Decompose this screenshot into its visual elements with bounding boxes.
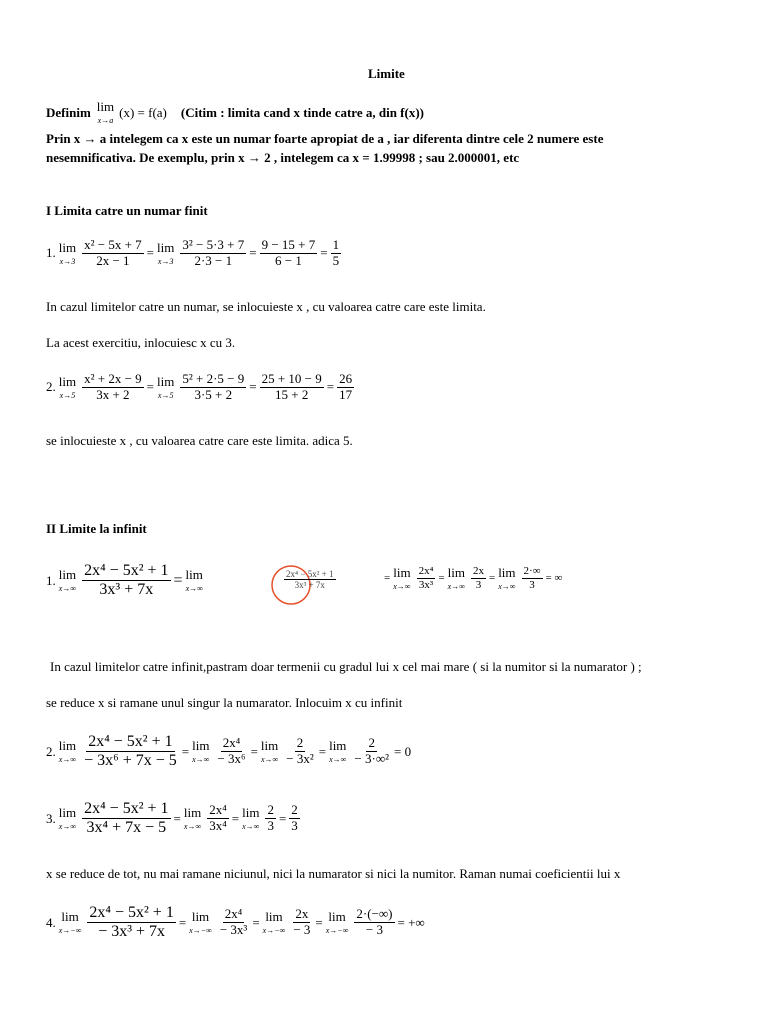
s2-ex3-frac-3: $\frac{2}{3}$ <box>267 802 274 834</box>
s2-ex4-limit-4: lim x→−∞ <box>325 909 349 936</box>
s2-ex3-limit: lim x→∞ <box>58 805 77 832</box>
equals-sign: = <box>173 810 181 826</box>
s2-note-1: In cazul limitelor catre infinit,pastram doar termenii cu gradul lui x cel mai mare ( si la numitor si la numarator ) ; <box>50 659 642 674</box>
s2-example-3 <box>46 800 303 838</box>
s2-ex1-limit-3: lim x→∞ <box>393 564 411 591</box>
s2-ex1-limit-2: lim x→∞ <box>185 567 203 594</box>
equals-sign: = <box>326 379 335 395</box>
s2-ex2-frac-2: $\frac{\text{2x⁴}}{\text{− 3x⁶}}$ <box>217 735 246 767</box>
s2-ex3-frac-1: $\frac{\text{2x⁴ − 5x² + 1}}{\text{3x⁴ + 7x − 5}}$ <box>84 800 169 837</box>
s1-example-1 <box>46 238 344 269</box>
s1-ex1-frac-2: $\frac{\text{3² − 5·3 + 7}}{2\cdot 3 - 1}$ <box>182 237 245 268</box>
s2-ex2-limit: lim x→∞ <box>58 738 77 765</box>
s1-ex2-result: $\frac{26}{17}$ <box>339 371 353 402</box>
s2-ex2-frac-1: $\frac{\text{2x⁴ − 5x² + 1}}{\text{− 3x⁶ + 7x − 5}}$ <box>84 733 177 770</box>
s2-ex4-frac-1: $\frac{\text{2x⁴ − 5x² + 1}}{\text{− 3x³ + 7x}}$ <box>89 904 174 941</box>
definim-limit: lim x→a <box>96 99 115 125</box>
equals-sign: = <box>146 245 154 261</box>
s2-ex3-result: $\frac{2}{3}$ <box>291 802 298 834</box>
s2-ex2-frac-4: $\frac{2}{\text{− 3·∞²}}$ <box>354 735 389 767</box>
s2-ex1-frac-2: $\frac{\text{2x⁴}}{\text{3x³}}$ <box>418 565 434 591</box>
section-2-heading: II Limite la infinit <box>46 521 147 536</box>
equals-sign: = <box>173 571 183 589</box>
s2-ex1-frac-1: $\frac{\text{2x⁴ − 5x² + 1}}{\text{3x³ + 7x}}$ <box>84 562 169 599</box>
prin-line-1: Prin x → a intelegem ca x este un numar foarte apropiat de a , iar diferenta dintre cele 2 numere este <box>46 131 604 146</box>
s2-example-4 <box>46 904 425 942</box>
s2-note-3: x se reduce de tot, nu mai ramane niciunul, nici la numarator si nici la numitor. Raman numai coeficientii lui x <box>46 866 621 881</box>
s2-ex4-limit-3: lim x→−∞ <box>262 909 286 936</box>
equals-sign: = <box>231 810 240 826</box>
s2-ex4-result: = +∞ <box>397 914 425 930</box>
s2-ex1-limit-4: lim x→∞ <box>447 564 465 591</box>
s2-ex2-limit-4: lim x→∞ <box>329 738 347 765</box>
s1-ex2-frac-3: $\frac{25 + 10 - 9}{15 + 2}$ <box>261 371 322 402</box>
equals-sign: = <box>438 572 445 585</box>
s2-ex4-limit-2: lim x→−∞ <box>189 909 212 936</box>
s1-ex2-limit: lim x→5 <box>58 373 77 400</box>
s1-note-1: In cazul limitelor catre un numar, se inlocuieste x , cu valoarea catre care este limita. <box>46 299 486 314</box>
equals-sign: = <box>146 379 154 395</box>
s1-ex1-result: $\frac{1}{5}$ <box>332 237 340 268</box>
s1-ex1-limit-2: lim x→3 <box>157 239 175 266</box>
s2-ex2-number: 2. <box>46 743 56 759</box>
definition-line <box>46 100 424 125</box>
s2-ex2-limit-2: lim x→∞ <box>192 738 210 765</box>
s2-ex3-frac-2: $\frac{\text{2x⁴}}{\text{3x⁴}}$ <box>209 802 227 834</box>
equals-sign: = <box>181 743 190 759</box>
equals-sign: = <box>320 245 328 261</box>
s2-example-1-left <box>46 562 206 600</box>
page-title: Limite <box>368 66 405 81</box>
s2-ex2-limit-3: lim x→∞ <box>260 738 279 765</box>
equals-sign: = <box>384 572 391 585</box>
s1-ex1-number: 1. <box>46 245 56 261</box>
s1-ex1-limit: lim x→3 <box>58 239 77 266</box>
prin-line-2: nesemnificativa. De exemplu, prin x → 2 , intelegem ca x = 1.99998 ; sau 2.000001, etc <box>46 150 520 165</box>
s1-note-2: La acest exercitiu, inlocuiesc x cu 3. <box>46 335 236 350</box>
s2-ex3-limit-3: lim x→∞ <box>242 805 260 832</box>
s2-note-2: se reduce x si ramane unul singur la numarator. Inlocuim x cu infinit <box>46 695 403 710</box>
s2-ex3-number: 3. <box>46 810 56 826</box>
s1-ex2-frac-2: $\frac{\text{5² + 2·5 − 9}}{3\cdot 5 + 2}$ <box>182 371 245 402</box>
s2-ex4-limit: lim x→−∞ <box>58 909 82 936</box>
s2-ex1-result: = ∞ <box>545 572 563 585</box>
s2-ex1-limit-5: lim x→∞ <box>498 564 516 591</box>
equals-sign: = <box>252 914 260 930</box>
s2-ex4-frac-4: $\frac{2\cdot(-\infty)}{- 3}$ <box>356 906 393 938</box>
definim-label: Definim <box>46 104 91 120</box>
s2-ex1-number: 1. <box>46 572 56 588</box>
equals-sign: = <box>278 810 287 826</box>
equals-sign: = <box>318 743 327 759</box>
s2-example-2 <box>46 733 411 771</box>
s1-note-3: se inlocuieste x , cu valoarea catre care este limita. adica 5. <box>46 433 353 448</box>
s2-ex3-limit-2: lim x→∞ <box>183 805 202 832</box>
s2-ex1-limit: lim x→∞ <box>58 567 77 594</box>
s1-ex2-number: 2. <box>46 379 56 395</box>
definim-expression: (x) = f(a) <box>119 104 167 120</box>
s2-ex1-frac-4: $\frac{2\cdot\infty}{3}$ <box>523 565 541 591</box>
handwritten-annotation <box>269 563 361 607</box>
s2-ex4-number: 4. <box>46 914 56 930</box>
s1-ex1-frac-3: $\frac{9 - 15 + 7}{6 - 1}$ <box>261 237 316 268</box>
s2-ex4-frac-2: $\frac{\text{2x⁴}}{\text{− 3x³}}$ <box>219 906 248 938</box>
hw-fraction: $\frac{\text{2x⁴ − 5x² + 1}}{\text{3x³ + 7x}}$ <box>286 569 334 591</box>
equals-sign: = <box>249 245 257 261</box>
s1-ex2-frac-1: $\frac{\text{x² + 2x − 9}}{3x + 2}$ <box>84 371 142 402</box>
equals-sign: = <box>249 379 257 395</box>
equals-sign: = <box>250 743 258 759</box>
equals-sign: = <box>315 914 323 930</box>
s1-example-2 <box>46 372 357 403</box>
s2-ex2-frac-3: $\frac{2}{\text{− 3x²}}$ <box>286 735 314 767</box>
section-1-heading: I Limita catre un numar finit <box>46 203 208 218</box>
s1-ex2-limit-2: lim x→5 <box>157 373 175 400</box>
s2-ex1-frac-3: $\frac{2x}{3}$ <box>472 565 484 591</box>
s2-example-1-right <box>384 565 562 591</box>
s1-ex1-frac-1: $\frac{\text{x² − 5x + 7}}{2x - 1}$ <box>84 237 142 268</box>
s2-ex2-result: = 0 <box>394 743 412 759</box>
citim-text: (Citim : limita cand x tinde catre a, din f(x)) <box>180 104 424 120</box>
equals-sign: = <box>488 572 496 585</box>
s2-ex4-frac-3: $\frac{2x}{- 3}$ <box>293 906 311 938</box>
equals-sign: = <box>178 914 187 930</box>
